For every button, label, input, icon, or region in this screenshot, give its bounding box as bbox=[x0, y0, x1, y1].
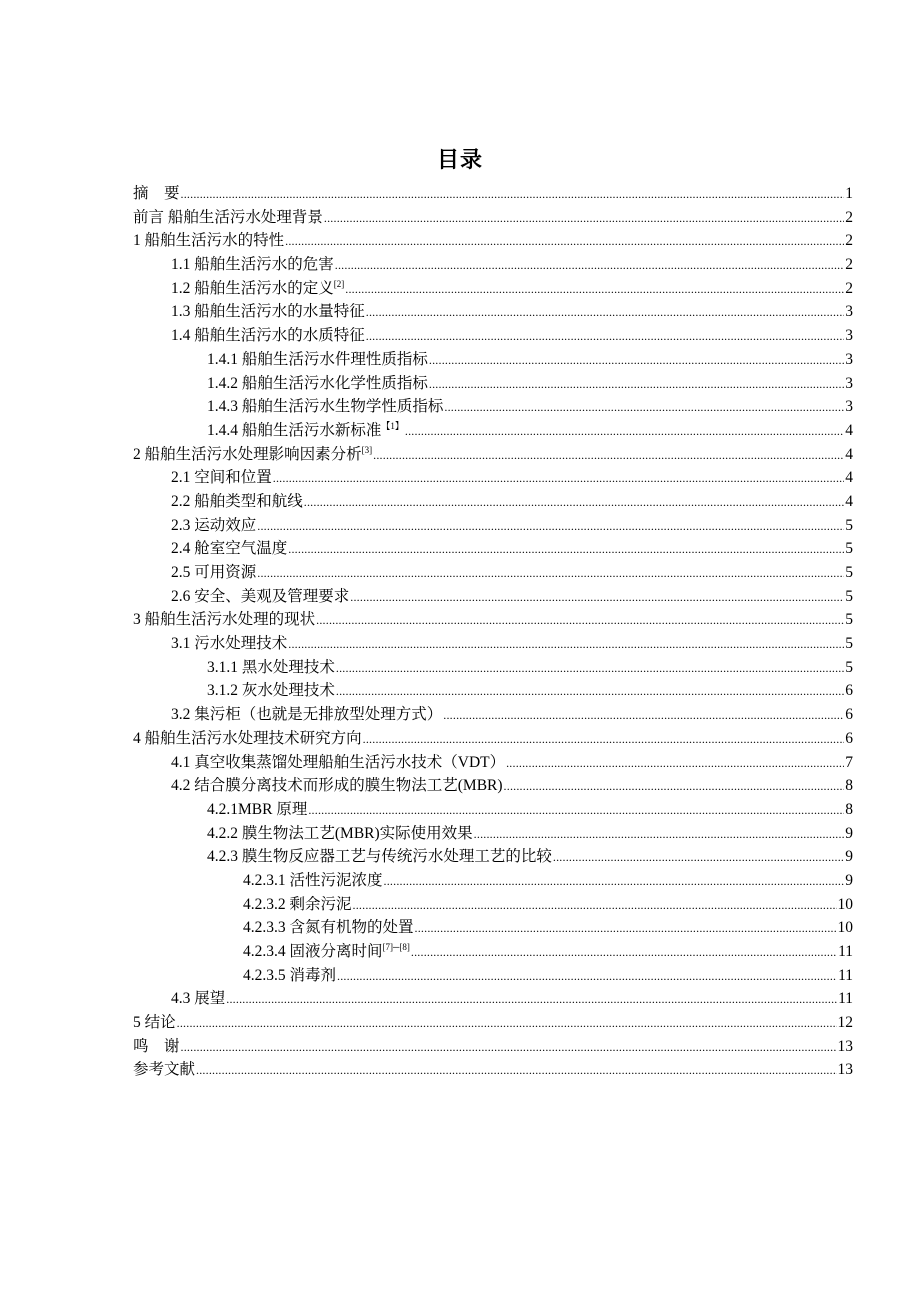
toc-entry[interactable] bbox=[133, 632, 853, 656]
toc-entry[interactable] bbox=[133, 987, 853, 1011]
toc-entry-label: 3 船舶生活污水处理的现状 bbox=[133, 611, 316, 629]
toc-entry-label: 4 船舶生活污水处理技术研究方向 bbox=[133, 729, 362, 747]
toc-page-number: 2 bbox=[845, 279, 853, 297]
toc-page-number: 5 bbox=[845, 564, 853, 581]
dot-leader bbox=[177, 1012, 837, 1036]
dot-leader bbox=[384, 870, 845, 894]
dot-leader bbox=[429, 349, 844, 373]
dot-leader bbox=[345, 278, 844, 302]
toc-entry[interactable] bbox=[133, 751, 853, 775]
toc-page-number: 7 bbox=[845, 753, 853, 771]
toc-page-number: 12 bbox=[837, 1014, 853, 1032]
dot-leader bbox=[336, 680, 844, 704]
toc-entry[interactable] bbox=[133, 585, 853, 609]
toc-page-number: 1 bbox=[845, 185, 853, 202]
dot-leader bbox=[366, 325, 844, 349]
dot-leader bbox=[181, 183, 845, 207]
toc-page-number: 4 bbox=[845, 469, 853, 487]
toc-page-number: 9 bbox=[845, 871, 853, 889]
toc-page-number: 3 bbox=[845, 303, 853, 321]
toc-page-number: 13 bbox=[837, 1037, 853, 1055]
toc-entry-label: 1 船舶生活污水的特性 bbox=[133, 232, 285, 250]
toc-entry-label: 2.2 船舶类型和航线 bbox=[171, 492, 303, 510]
toc-title: 目录 bbox=[436, 148, 483, 173]
toc-entry-label: 1.4.2 船舶生活污水化学性质指标 bbox=[207, 374, 428, 392]
toc-entry[interactable] bbox=[133, 443, 853, 467]
toc-entry[interactable] bbox=[133, 869, 853, 893]
toc-entry[interactable] bbox=[133, 703, 853, 727]
table-of-contents bbox=[133, 182, 853, 1082]
toc-page-number: 2 bbox=[845, 208, 853, 226]
toc-page-number: 2 bbox=[845, 256, 853, 274]
toc-page-number: 5 bbox=[845, 611, 853, 629]
toc-entry-label: 参考文献 bbox=[133, 1061, 196, 1079]
toc-page-number: 6 bbox=[845, 729, 853, 747]
toc-entry[interactable] bbox=[133, 466, 853, 490]
dot-leader bbox=[226, 988, 837, 1012]
toc-entry[interactable] bbox=[133, 561, 853, 585]
dot-leader bbox=[350, 586, 844, 610]
toc-page-number: 4 bbox=[845, 445, 853, 463]
toc-entry-label: 2.4 舱室空气温度 bbox=[171, 540, 288, 558]
toc-entry-label: 4.2 结合膜分离技术而形成的膜生物法工艺(MBR) bbox=[171, 777, 503, 795]
dot-leader bbox=[257, 515, 844, 539]
toc-entry[interactable] bbox=[133, 727, 853, 751]
dot-leader bbox=[405, 420, 844, 444]
dot-leader bbox=[415, 917, 837, 941]
dot-leader bbox=[273, 467, 844, 491]
toc-entry-label: 4.3 展望 bbox=[171, 990, 226, 1008]
toc-entry[interactable] bbox=[133, 348, 853, 372]
toc-page-number: 2 bbox=[845, 232, 853, 250]
toc-entry[interactable] bbox=[133, 679, 853, 703]
toc-entry[interactable] bbox=[133, 798, 853, 822]
toc-page-number: 5 bbox=[845, 635, 853, 653]
toc-entry[interactable] bbox=[133, 656, 853, 680]
toc-page-number: 3 bbox=[845, 398, 853, 416]
dot-leader bbox=[411, 941, 837, 965]
dot-leader bbox=[304, 491, 844, 515]
toc-entry-label: 1.4.3 船舶生活污水生物学性质指标 bbox=[207, 398, 444, 416]
toc-page-number: 11 bbox=[838, 966, 853, 984]
toc-page-number: 3 bbox=[845, 374, 853, 392]
toc-entry[interactable] bbox=[133, 229, 853, 253]
toc-entry-label: 3.1 污水处理技术 bbox=[171, 635, 288, 653]
toc-entry-label: 3.1.1 黑水处理技术 bbox=[207, 658, 335, 676]
toc-page-number: 6 bbox=[845, 682, 853, 700]
toc-entry[interactable] bbox=[133, 395, 853, 419]
dot-leader bbox=[443, 704, 844, 728]
toc-entry-label: 1.3 船舶生活污水的水量特征 bbox=[171, 303, 365, 321]
toc-page-number: 9 bbox=[845, 848, 853, 866]
toc-entry[interactable] bbox=[133, 940, 853, 964]
toc-page-number: 9 bbox=[845, 824, 853, 842]
toc-entry-label: 3.2 集污柜（也就是无排放型处理方式） bbox=[171, 706, 443, 724]
dot-leader bbox=[181, 1036, 837, 1060]
toc-entry-label: 1.4.1 船舶生活污水件理性质指标 bbox=[207, 350, 428, 368]
toc-entry[interactable] bbox=[133, 822, 853, 846]
dot-leader bbox=[506, 752, 844, 776]
toc-page-number: 5 bbox=[845, 587, 853, 605]
toc-entry-label: 4.2.3.4 固液分离时间[7]─[8] bbox=[243, 942, 410, 960]
dot-leader bbox=[337, 965, 837, 989]
toc-entry-label: 2.1 空间和位置 bbox=[171, 469, 272, 487]
toc-entry-label: 4.2.1MBR 原理 bbox=[207, 800, 308, 818]
toc-entry-label: 1.4.4 船舶生活污水新标准$^{【1】}$ bbox=[207, 420, 404, 439]
dot-leader bbox=[553, 846, 844, 870]
toc-entry-label: 摘 要 bbox=[133, 185, 180, 202]
toc-entry-label: 4.2.3.5 消毒剂 bbox=[243, 966, 337, 984]
toc-entry-label: 前言 船舶生活污水处理背景 bbox=[133, 208, 323, 226]
toc-page-number: 8 bbox=[845, 800, 853, 818]
toc-entry[interactable] bbox=[133, 419, 853, 443]
toc-page-number: 3 bbox=[845, 327, 853, 345]
toc-entry[interactable] bbox=[133, 300, 853, 324]
toc-entry[interactable] bbox=[133, 253, 853, 277]
toc-entry-label: 4.2.3.2 剩余污泥 bbox=[243, 895, 352, 913]
toc-entry[interactable] bbox=[133, 1035, 853, 1059]
toc-entry-label: 鸣 谢 bbox=[133, 1037, 180, 1055]
toc-page-number: 5 bbox=[845, 516, 853, 534]
toc-entry[interactable] bbox=[133, 774, 853, 798]
toc-entry-label: 4.2.2 膜生物法工艺(MBR)实际使用效果 bbox=[207, 824, 473, 842]
toc-page-number: 11 bbox=[838, 990, 853, 1008]
toc-entry[interactable] bbox=[133, 206, 853, 230]
toc-entry[interactable] bbox=[133, 514, 853, 538]
dot-leader bbox=[285, 230, 844, 254]
dot-leader bbox=[324, 207, 844, 231]
toc-page-number: 10 bbox=[837, 919, 853, 937]
toc-entry[interactable] bbox=[133, 537, 853, 561]
dot-leader bbox=[288, 633, 844, 657]
dot-leader bbox=[363, 728, 845, 752]
toc-page-number: 8 bbox=[845, 777, 853, 795]
dot-leader bbox=[336, 657, 844, 681]
toc-page-number: 5 bbox=[845, 540, 853, 558]
toc-entry-label: 2.6 安全、美观及管理要求 bbox=[171, 587, 350, 605]
toc-entry-label: 2 船舶生活污水处理影响因素分析[3] bbox=[133, 444, 373, 463]
toc-entry-label: 4.2.3 膜生物反应器工艺与传统污水处理工艺的比较 bbox=[207, 848, 552, 866]
toc-entry-label: 1.1 船舶生活污水的危害 bbox=[171, 256, 334, 274]
toc-page-number: 10 bbox=[837, 895, 853, 913]
toc-entry-label: 4.2.3.1 活性污泥浓度 bbox=[243, 871, 383, 889]
dot-leader bbox=[366, 301, 844, 325]
dot-leader bbox=[257, 562, 844, 586]
toc-page-number: 4 bbox=[845, 492, 853, 510]
dot-leader bbox=[308, 799, 844, 823]
toc-page-number: 4 bbox=[845, 421, 853, 439]
dot-leader bbox=[196, 1059, 836, 1083]
dot-leader bbox=[504, 775, 845, 799]
toc-entry[interactable] bbox=[133, 964, 853, 988]
toc-entry-label: 4.2.3.3 含氮有机物的处置 bbox=[243, 919, 414, 937]
toc-page-number: 5 bbox=[845, 658, 853, 676]
toc-entry-label: 2.3 运动效应 bbox=[171, 516, 257, 534]
toc-entry-label: 1.2 船舶生活污水的定义[2] bbox=[171, 278, 345, 297]
toc-entry[interactable] bbox=[133, 1011, 853, 1035]
toc-entry[interactable] bbox=[133, 324, 853, 348]
dot-leader bbox=[429, 373, 844, 397]
toc-entry[interactable] bbox=[133, 1058, 853, 1082]
toc-entry[interactable] bbox=[133, 182, 853, 206]
toc-entry[interactable] bbox=[133, 372, 853, 396]
toc-page-number: 11 bbox=[838, 943, 853, 960]
dot-leader bbox=[316, 609, 844, 633]
dot-leader bbox=[288, 538, 844, 562]
toc-page-number: 6 bbox=[845, 706, 853, 724]
toc-entry[interactable] bbox=[133, 277, 853, 301]
toc-entry-label: 2.5 可用资源 bbox=[171, 564, 257, 581]
dot-leader bbox=[353, 894, 837, 918]
dot-leader bbox=[373, 444, 844, 468]
toc-entry-label: 1.4 船舶生活污水的水质特征 bbox=[171, 327, 365, 345]
dot-leader bbox=[444, 396, 844, 420]
toc-entry[interactable] bbox=[133, 608, 853, 632]
toc-page-number: 13 bbox=[837, 1061, 853, 1079]
toc-entry[interactable] bbox=[133, 490, 853, 514]
toc-entry[interactable] bbox=[133, 916, 853, 940]
dot-leader bbox=[335, 254, 844, 278]
dot-leader bbox=[474, 823, 845, 847]
toc-page-number: 3 bbox=[845, 350, 853, 368]
toc-entry-label: 4.1 真空收集蒸馏处理船舶生活污水技术（VDT） bbox=[171, 753, 506, 771]
toc-entry[interactable] bbox=[133, 845, 853, 869]
toc-entry[interactable] bbox=[133, 893, 853, 917]
toc-entry-label: 3.1.2 灰水处理技术 bbox=[207, 682, 335, 700]
toc-entry-label: 5 结论 bbox=[133, 1014, 176, 1032]
